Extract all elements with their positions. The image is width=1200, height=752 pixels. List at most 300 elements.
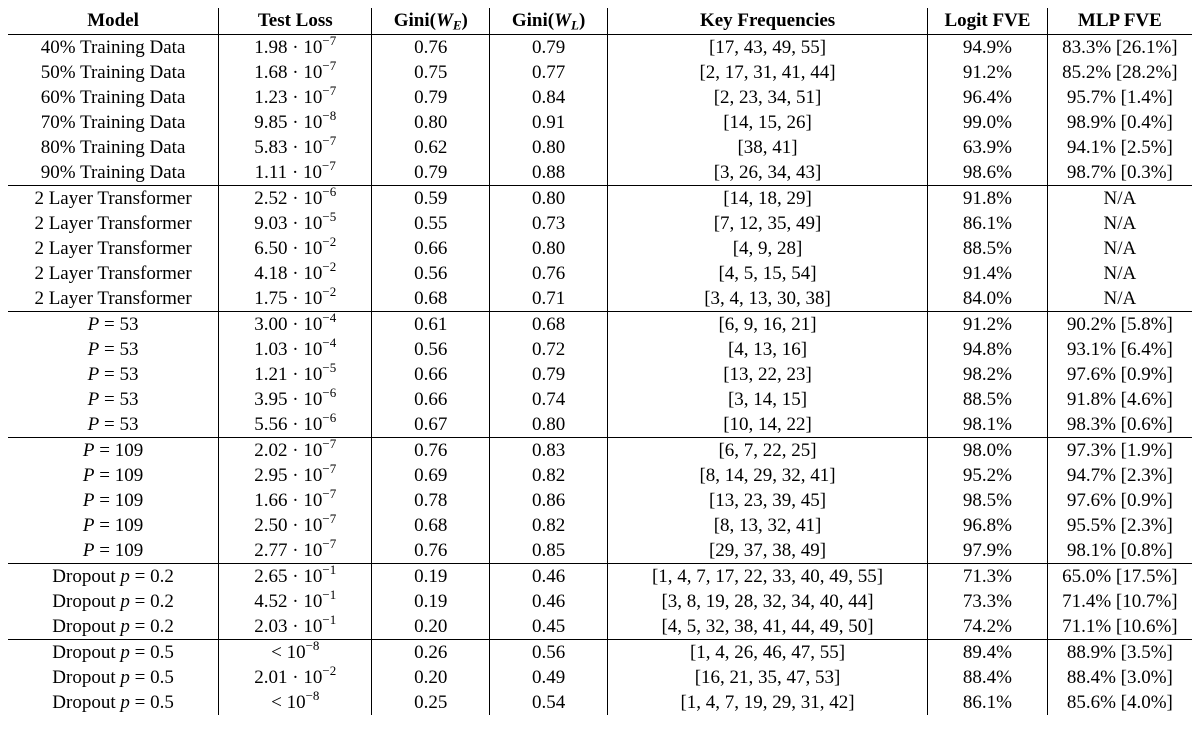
cell-logit-fve: 91.4% [928, 261, 1048, 286]
loss-times: · [287, 590, 304, 612]
loss-times: · [287, 413, 304, 435]
cell-gini-wl: 0.79 [490, 35, 608, 61]
cell-gini-wl: 0.74 [490, 387, 608, 412]
table-row [8, 312, 1192, 338]
model-equals: = [129, 691, 151, 713]
cell-mlp-fve: 71.1% [10.6%] [1062, 615, 1178, 637]
loss-exponent: −6 [322, 183, 337, 199]
cell-mlp-fve: 83.3% [26.1%] [1062, 36, 1178, 58]
cell-test-loss [219, 561, 372, 590]
cell-mlp-fve: 93.1% [6.4%] [1066, 338, 1173, 360]
cell-test-loss [219, 460, 372, 488]
loss-mantissa: 6.50 [254, 237, 288, 259]
cell-gini-we: 0.79 [372, 160, 490, 186]
header-model: Model [8, 8, 219, 35]
cell-gini-wl: 0.46 [490, 564, 608, 590]
cell-test-loss [219, 157, 372, 186]
cell-test-loss [219, 258, 372, 286]
model-prefix: Dropout [52, 615, 121, 637]
cell-gini-we: 0.79 [372, 85, 490, 110]
cell-mlp-fve: 97.3% [1.9%] [1047, 438, 1192, 464]
cell-gini-we: 0.55 [372, 211, 490, 236]
loss-exponent: −1 [322, 561, 337, 577]
loss-times: · [287, 514, 304, 536]
loss-mantissa: 1.98 [254, 36, 288, 58]
cell-test-loss [219, 183, 372, 212]
table-row [8, 261, 1192, 286]
loss-times: · [287, 136, 304, 158]
loss-mantissa: 9.85 [254, 111, 288, 133]
cell-gini-wl: 0.91 [490, 110, 608, 135]
loss-base: 10 [303, 439, 323, 461]
loss-base: 10 [303, 413, 323, 435]
model-var: p [120, 691, 130, 713]
cell-test-loss [219, 283, 372, 312]
cell-gini-wl: 0.56 [490, 640, 608, 666]
loss-mantissa: 1.75 [254, 287, 288, 309]
cell-test-loss [219, 359, 372, 387]
model-var: P [82, 464, 95, 486]
model-equals: = [129, 615, 151, 637]
cell-logit-fve: 99.0% [928, 110, 1048, 135]
cell-logit-fve: 98.2% [928, 362, 1048, 387]
cell-key-frequencies: [29, 37, 38, 49] [607, 538, 927, 564]
model-var: p [120, 641, 130, 663]
cell-gini-wl: 0.84 [490, 85, 608, 110]
cell-logit-fve: 74.2% [928, 614, 1048, 640]
cell-gini-we: 0.25 [372, 690, 490, 715]
loss-times: · [287, 489, 304, 511]
cell-logit-fve: 71.3% [928, 564, 1048, 590]
cell-test-loss [219, 57, 372, 85]
table-row [8, 690, 1192, 715]
table-row [8, 513, 1192, 538]
cell-logit-fve: 91.8% [928, 186, 1048, 212]
model-value: 0.2 [150, 615, 174, 637]
cell-test-loss [219, 334, 372, 362]
cell-logit-fve: 73.3% [928, 589, 1048, 614]
cell-gini-we: 0.20 [372, 665, 490, 690]
cell-model [8, 438, 219, 464]
cell-key-frequencies: [4, 5, 15, 54] [607, 261, 927, 286]
cell-mlp-fve: 97.6% [0.9%] [1066, 489, 1173, 511]
header-gini-wl [490, 8, 608, 35]
model-equals: = [129, 666, 151, 688]
cell-test-loss [219, 510, 372, 538]
model-value: 53 [119, 363, 139, 385]
cell-logit-fve: 86.1% [928, 690, 1048, 715]
cell-key-frequencies: [13, 22, 23] [607, 362, 927, 387]
loss-times: · [287, 237, 304, 259]
model-value: 109 [114, 489, 144, 511]
cell-gini-wl: 0.68 [490, 312, 608, 338]
loss-mantissa: 1.21 [254, 363, 288, 385]
cell-gini-wl: 0.88 [490, 160, 608, 186]
cell-gini-we: 0.69 [372, 463, 490, 488]
cell-key-frequencies: [4, 5, 32, 38, 41, 44, 49, 50] [607, 614, 927, 640]
loss-exponent: −1 [322, 611, 337, 627]
cell-gini-wl: 0.80 [490, 135, 608, 160]
model-equals: = [129, 590, 151, 612]
cell-gini-wl: 0.82 [490, 513, 608, 538]
cell-logit-fve: 86.1% [928, 211, 1048, 236]
cell-logit-fve: 89.4% [928, 640, 1048, 666]
cell-model: 50% Training Data [8, 60, 219, 85]
model-value: 0.5 [150, 666, 174, 688]
model-equals: = [94, 464, 115, 486]
model-prefix: Dropout [52, 666, 121, 688]
model-var: P [87, 413, 100, 435]
cell-mlp-fve: 88.9% [3.5%] [1047, 640, 1192, 666]
loss-exponent: −7 [322, 460, 337, 476]
cell-key-frequencies: [4, 13, 16] [607, 337, 927, 362]
model-equals: = [94, 489, 115, 511]
cell-model: 80% Training Data [8, 135, 219, 160]
cell-logit-fve: 97.9% [928, 538, 1048, 564]
cell-model [8, 337, 219, 362]
cell-model: 70% Training Data [8, 110, 219, 135]
table-row [8, 589, 1192, 614]
loss-base: 10 [303, 237, 323, 259]
cell-key-frequencies: [1, 4, 26, 46, 47, 55] [607, 640, 927, 666]
cell-key-frequencies: [1, 4, 7, 19, 29, 31, 42] [607, 690, 927, 715]
cell-mlp-fve: 65.0% [17.5%] [1047, 564, 1192, 590]
loss-mantissa: 2.52 [254, 187, 288, 209]
cell-gini-wl: 0.49 [490, 665, 608, 690]
cell-mlp-fve: 97.6% [0.9%] [1066, 363, 1173, 385]
loss-base: 10 [303, 539, 323, 561]
loss-exponent: −2 [322, 662, 337, 678]
loss-base: 10 [303, 187, 323, 209]
table-group [8, 435, 1192, 564]
loss-mantissa: 1.03 [254, 338, 288, 360]
model-equals: = [129, 565, 151, 587]
cell-test-loss [219, 208, 372, 236]
model-equals: = [94, 439, 115, 461]
loss-mantissa: 3.95 [254, 388, 288, 410]
cell-model: 2 Layer Transformer [8, 261, 219, 286]
loss-base: 10 [303, 338, 323, 360]
loss-mantissa: 4.18 [254, 262, 288, 284]
cell-gini-wl: 0.82 [490, 463, 608, 488]
cell-mlp-fve: N/A [1103, 237, 1137, 259]
model-var: P [82, 514, 95, 536]
cell-test-loss [219, 82, 372, 110]
model-prefix: Dropout [52, 590, 121, 612]
cell-logit-fve: 96.4% [928, 85, 1048, 110]
model-prefix: Dropout [52, 641, 121, 663]
cell-model [8, 589, 219, 614]
cell-test-loss [219, 687, 372, 715]
model-value: 53 [119, 388, 139, 410]
loss-times: · [287, 539, 304, 561]
table-row [8, 488, 1192, 513]
loss-times: · [287, 313, 304, 335]
cell-mlp-fve: 95.7% [1.4%] [1066, 86, 1173, 108]
cell-key-frequencies: [16, 21, 35, 47, 53] [607, 665, 927, 690]
model-var: P [87, 388, 100, 410]
model-prefix: Dropout [52, 565, 121, 587]
loss-times: · [287, 439, 304, 461]
cell-gini-we: 0.75 [372, 60, 490, 85]
table-row [8, 211, 1192, 236]
cell-key-frequencies: [6, 7, 22, 25] [607, 438, 927, 464]
loss-times: · [287, 262, 304, 284]
loss-exponent: −7 [322, 535, 337, 551]
cell-model [8, 564, 219, 590]
cell-gini-wl: 0.80 [490, 186, 608, 212]
cell-key-frequencies: [14, 15, 26] [607, 110, 927, 135]
cell-logit-fve: 98.0% [928, 438, 1048, 464]
loss-base: 10 [286, 691, 306, 713]
gini-wl-prefix: Gini( [511, 10, 555, 31]
table-row [8, 337, 1192, 362]
loss-times: · [287, 86, 304, 108]
loss-base: 10 [303, 489, 323, 511]
cell-gini-wl: 0.45 [490, 614, 608, 640]
cell-logit-fve: 94.8% [928, 337, 1048, 362]
loss-times: · [287, 615, 304, 637]
cell-mlp-fve: 98.9% [0.4%] [1066, 111, 1173, 133]
loss-exponent: −2 [322, 283, 337, 299]
table-row [8, 640, 1192, 666]
cell-key-frequencies: [8, 13, 32, 41] [607, 513, 927, 538]
cell-mlp-fve: N/A [1103, 262, 1137, 284]
model-prefix: Dropout [52, 691, 121, 713]
cell-model [8, 463, 219, 488]
cell-gini-wl: 0.54 [490, 690, 608, 715]
loss-times: · [287, 61, 304, 83]
loss-base: 10 [303, 388, 323, 410]
cell-model [8, 362, 219, 387]
table-row [8, 85, 1192, 110]
gini-we-prefix: Gini( [393, 10, 436, 31]
cell-gini-wl: 0.83 [490, 438, 608, 464]
cell-test-loss [219, 309, 372, 338]
loss-times: · [287, 111, 304, 133]
cell-test-loss [219, 384, 372, 412]
loss-base: 10 [303, 363, 323, 385]
model-var: p [120, 590, 130, 612]
loss-exponent: −8 [305, 687, 320, 703]
cell-gini-we: 0.76 [372, 35, 490, 61]
loss-mantissa: 2.01 [254, 666, 288, 688]
cell-model [8, 538, 219, 564]
model-var: P [82, 439, 95, 461]
cell-model: 2 Layer Transformer [8, 186, 219, 212]
results-table [8, 8, 1192, 715]
cell-gini-we: 0.59 [372, 186, 490, 212]
loss-exponent: −7 [322, 57, 337, 73]
cell-test-loss [219, 32, 372, 61]
model-value: 109 [114, 514, 144, 536]
cell-mlp-fve: N/A [1047, 186, 1192, 212]
loss-base: 10 [286, 641, 306, 663]
cell-gini-we: 0.66 [372, 362, 490, 387]
loss-mantissa: 2.95 [254, 464, 288, 486]
cell-test-loss [219, 485, 372, 513]
cell-key-frequencies: [2, 23, 34, 51] [607, 85, 927, 110]
loss-mantissa: 2.03 [254, 615, 288, 637]
loss-times: · [287, 565, 304, 587]
model-equals: = [99, 313, 120, 335]
cell-key-frequencies: [7, 12, 35, 49] [607, 211, 927, 236]
loss-base: 10 [303, 86, 323, 108]
cell-key-frequencies: [13, 23, 39, 45] [607, 488, 927, 513]
table-row [8, 614, 1192, 640]
cell-gini-wl: 0.71 [490, 286, 608, 312]
header-key-frequencies: Key Frequencies [607, 8, 927, 35]
cell-key-frequencies: [2, 17, 31, 41, 44] [607, 60, 927, 85]
cell-gini-we: 0.67 [372, 412, 490, 438]
cell-gini-we: 0.78 [372, 488, 490, 513]
model-equals: = [94, 514, 115, 536]
model-value: 109 [114, 464, 144, 486]
cell-model [8, 488, 219, 513]
loss-exponent: −8 [322, 107, 337, 123]
cell-gini-wl: 0.86 [490, 488, 608, 513]
cell-logit-fve: 84.0% [928, 286, 1048, 312]
loss-exponent: −7 [322, 485, 337, 501]
cell-key-frequencies: [17, 43, 49, 55] [607, 35, 927, 61]
cell-mlp-fve: 95.5% [2.3%] [1066, 514, 1173, 536]
loss-exponent: −7 [322, 82, 337, 98]
table-row [8, 412, 1192, 438]
cell-logit-fve: 63.9% [928, 135, 1048, 160]
loss-mantissa: 2.65 [254, 565, 288, 587]
loss-exponent: −4 [322, 309, 337, 325]
loss-exponent: −7 [322, 132, 337, 148]
cell-gini-we: 0.56 [372, 261, 490, 286]
cell-logit-fve: 98.1% [928, 412, 1048, 438]
model-var: P [87, 363, 100, 385]
gini-we-sub: E [452, 17, 462, 33]
cell-model: 90% Training Data [8, 160, 219, 186]
cell-key-frequencies: [4, 9, 28] [607, 236, 927, 261]
table-group [8, 561, 1192, 640]
cell-gini-we: 0.66 [372, 387, 490, 412]
cell-mlp-fve: 71.4% [10.7%] [1062, 590, 1178, 612]
table-row [8, 362, 1192, 387]
cell-logit-fve: 98.5% [928, 488, 1048, 513]
cell-mlp-fve: 90.2% [5.8%] [1047, 312, 1192, 338]
cell-gini-we: 0.68 [372, 286, 490, 312]
cell-key-frequencies: [1, 4, 7, 17, 22, 33, 40, 49, 55] [607, 564, 927, 590]
cell-logit-fve: 88.4% [928, 665, 1048, 690]
loss-base: 10 [303, 161, 323, 183]
model-var: p [120, 666, 130, 688]
cell-test-loss [219, 662, 372, 690]
cell-model [8, 665, 219, 690]
model-value: 0.5 [150, 691, 174, 713]
table-row [8, 387, 1192, 412]
table-header [8, 8, 1192, 35]
cell-model: 40% Training Data [8, 35, 219, 61]
loss-base: 10 [303, 287, 323, 309]
model-value: 0.2 [150, 590, 174, 612]
cell-key-frequencies: [3, 4, 13, 30, 38] [607, 286, 927, 312]
table-row [8, 665, 1192, 690]
cell-mlp-fve: 88.4% [3.0%] [1066, 666, 1173, 688]
loss-times: · [287, 363, 304, 385]
header-mlp-fve: MLP FVE [1047, 8, 1192, 35]
loss-exponent: −5 [322, 208, 337, 224]
model-var: P [87, 313, 100, 335]
loss-mantissa: 1.66 [254, 489, 288, 511]
cell-test-loss [219, 409, 372, 438]
model-value: 53 [119, 338, 139, 360]
cell-logit-fve: 88.5% [928, 236, 1048, 261]
cell-model [8, 513, 219, 538]
cell-gini-we: 0.66 [372, 236, 490, 261]
cell-logit-fve: 91.2% [928, 312, 1048, 338]
model-equals: = [129, 641, 151, 663]
cell-logit-fve: 91.2% [928, 60, 1048, 85]
cell-model [8, 614, 219, 640]
loss-times: · [287, 287, 304, 309]
cell-gini-we: 0.76 [372, 538, 490, 564]
cell-mlp-fve: 91.8% [4.6%] [1066, 388, 1173, 410]
model-var: P [82, 489, 95, 511]
loss-exponent: −7 [322, 510, 337, 526]
cell-gini-we: 0.62 [372, 135, 490, 160]
loss-mantissa: 9.03 [254, 212, 288, 234]
loss-exponent: −7 [322, 32, 337, 48]
cell-gini-we: 0.61 [372, 312, 490, 338]
cell-gini-we: 0.19 [372, 564, 490, 590]
cell-mlp-fve: 98.1% [0.8%] [1066, 539, 1173, 561]
cell-gini-wl: 0.79 [490, 362, 608, 387]
cell-gini-we: 0.19 [372, 589, 490, 614]
loss-mantissa: 5.83 [254, 136, 288, 158]
loss-times: · [287, 666, 304, 688]
cell-mlp-fve: N/A [1103, 212, 1137, 234]
cell-test-loss [219, 233, 372, 261]
table-row [8, 186, 1192, 212]
loss-mantissa: 2.50 [254, 514, 288, 536]
cell-logit-fve: 88.5% [928, 387, 1048, 412]
cell-model: 2 Layer Transformer [8, 236, 219, 261]
cell-key-frequencies: [8, 14, 29, 32, 41] [607, 463, 927, 488]
loss-times: · [287, 338, 304, 360]
cell-logit-fve: 95.2% [928, 463, 1048, 488]
cell-gini-wl: 0.73 [490, 211, 608, 236]
loss-exponent: −7 [322, 435, 337, 451]
loss-mantissa: 2.02 [254, 439, 288, 461]
cell-test-loss [219, 435, 372, 464]
loss-base: 10 [303, 615, 323, 637]
cell-gini-wl: 0.80 [490, 236, 608, 261]
model-value: 0.5 [150, 641, 174, 663]
loss-mantissa: 2.77 [254, 539, 288, 561]
cell-gini-wl: 0.76 [490, 261, 608, 286]
cell-key-frequencies: [3, 14, 15] [607, 387, 927, 412]
loss-base: 10 [303, 262, 323, 284]
loss-base: 10 [303, 36, 323, 58]
cell-key-frequencies: [10, 14, 22] [607, 412, 927, 438]
cell-model [8, 690, 219, 715]
loss-mantissa: 5.56 [254, 413, 288, 435]
loss-base: 10 [303, 61, 323, 83]
cell-test-loss [219, 637, 372, 666]
cell-mlp-fve: 94.1% [2.5%] [1066, 136, 1173, 158]
loss-base: 10 [303, 514, 323, 536]
cell-model [8, 412, 219, 438]
loss-prefix: < [271, 641, 287, 663]
loss-base: 10 [303, 212, 323, 234]
cell-test-loss [219, 535, 372, 564]
loss-times: · [287, 161, 304, 183]
